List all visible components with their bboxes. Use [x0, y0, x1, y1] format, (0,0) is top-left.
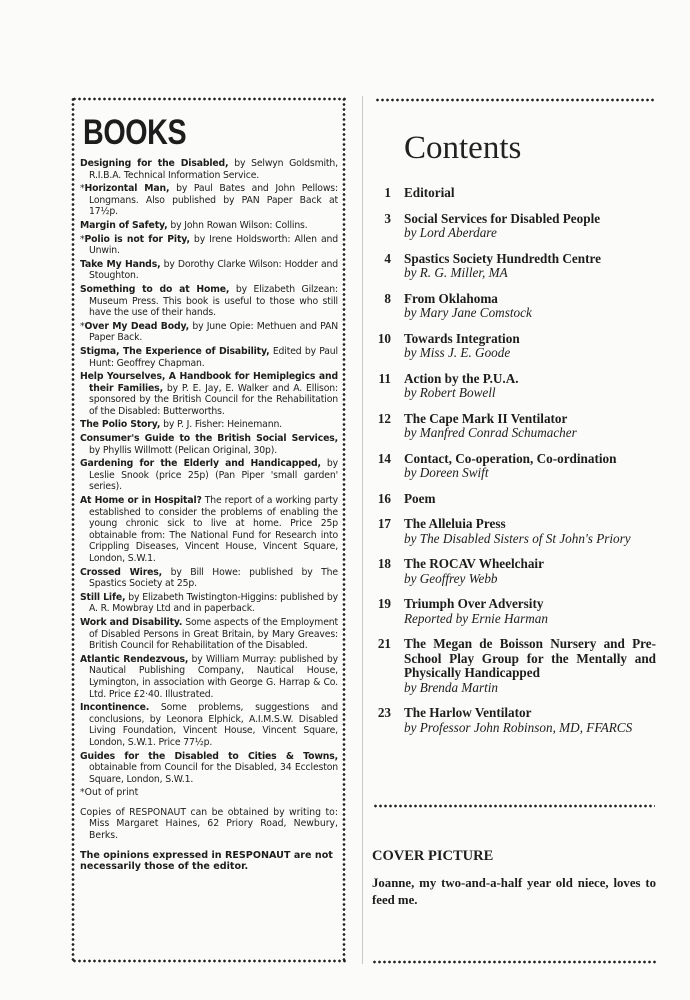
toc-entry	[374, 252, 656, 281]
toc-article-title: The Megan de Boisson Nursery and Pre-School Play Group for the Mentally and Physically Handicapped	[404, 636, 656, 680]
cover-picture-section	[372, 848, 656, 909]
book-title: Work and Disability.	[80, 616, 183, 628]
book-title: Something to do at Home,	[80, 283, 230, 295]
toc-article-title: From Oklahoma	[404, 290, 498, 306]
toc-entry	[374, 292, 656, 321]
book-title: Designing for the Disabled,	[80, 158, 229, 169]
book-title: Guides for the Disabled to Cities & Towns,	[80, 750, 338, 762]
book-title: Consumer's Guide to the British Social Services,	[80, 433, 338, 445]
toc-page-number: 4	[384, 250, 391, 266]
toc-article-author: by Doreen Swift	[404, 465, 489, 480]
toc-page-number: 1	[384, 185, 391, 200]
cover-rule-bottom	[372, 960, 656, 964]
book-details: by John Rowan Wilson: Collins.	[167, 219, 308, 231]
book-details: by William Murray: published by Nautical Publishing Company, Nautical House, Lymington, in association with George G. Harrap & Co. Ltd. Price £2·40. Illustrated.	[89, 653, 338, 700]
contents-section	[374, 100, 656, 746]
books-border-left	[71, 97, 75, 963]
book-details: by Dorothy Clarke Wilson: Hodder and Stoughton.	[89, 258, 339, 282]
toc-page-number: 11	[378, 370, 391, 386]
book-details: by June Opie: Methuen and PAN Paper Back.	[89, 320, 339, 344]
toc-entry	[374, 517, 656, 546]
toc-article-title: The Harlow Ventilator	[404, 705, 532, 720]
column-divider	[362, 96, 363, 964]
toc-article-title: The Cape Mark II Ventilator	[404, 410, 568, 426]
toc-article-author: by Professor John Robinson, MD, FFARCS	[404, 719, 633, 735]
toc-article-author: by Manfred Conrad Schumacher	[404, 425, 577, 440]
opinions-note: The opinions expressed in RESPONAUT are not necessarily those of the editor.	[80, 849, 333, 873]
toc-entry	[374, 597, 656, 626]
book-details: The report of a working party established to consider the problems of enabling the young chronic sick to live at home. Price 25p obtainable from: The National Fund for Research into Crippling Diseases, Vincent House, Vincent Square, London, S.W.1.	[89, 495, 338, 564]
toc-entry	[374, 557, 656, 586]
book-details: by Leslie Snook (price 25p) (Pan Piper 'small garden' series).	[89, 458, 338, 493]
book-entry	[80, 220, 338, 232]
book-entry	[80, 371, 338, 417]
book-entry	[80, 284, 338, 319]
out-of-print-star: *	[80, 183, 85, 195]
toc-article-author: by R. G. Miller, MA	[404, 265, 508, 280]
out-of-print-star: *	[80, 233, 85, 245]
toc-page-number: 18	[377, 556, 391, 571]
toc-entry	[374, 492, 656, 507]
toc-article-title: Editorial	[404, 185, 455, 200]
cover-picture-caption: Joanne, my two-and-a-half year old niece, loves to feed me.	[372, 876, 656, 907]
book-details: by Selwyn Goldsmith, R.I.B.A. Technical Information Service.	[89, 158, 338, 181]
book-entry	[80, 458, 338, 493]
toc-article-title: Poem	[404, 490, 436, 506]
book-entry	[80, 702, 338, 748]
book-details: by Irene Holdsworth: Allen and Unwin.	[89, 233, 338, 257]
book-title: Polio is not for Pity,	[84, 233, 190, 245]
toc-entry	[374, 332, 656, 361]
toc-entry	[374, 212, 656, 241]
book-details: Some aspects of the Employment of Disabled Persons in Great Britain, by Mary Greaves: British Council for Rehabilitation of the Disabled.	[89, 616, 338, 652]
book-entry	[80, 751, 338, 786]
book-entry	[80, 419, 338, 431]
toc-entry	[374, 637, 656, 695]
toc-page-number: 3	[384, 210, 391, 226]
book-title: Atlantic Rendezvous,	[80, 653, 189, 665]
table-of-contents	[374, 186, 656, 735]
cover-picture-heading: COVER PICTURE	[372, 848, 494, 864]
toc-article-title: Triumph Over Adversity	[404, 596, 544, 611]
book-title: Over My Dead Body,	[84, 320, 190, 332]
book-entry	[80, 321, 338, 344]
toc-article-author: by Brenda Martin	[404, 679, 499, 695]
toc-article-title: Contact, Co-operation, Co-ordination	[404, 450, 617, 466]
book-title: Gardening for the Elderly and Handicapped,	[80, 458, 321, 470]
book-entry	[80, 654, 338, 700]
toc-page-number: 10	[377, 330, 391, 346]
book-entry	[80, 234, 338, 257]
toc-page-number: 8	[384, 290, 391, 306]
book-title: Incontinence.	[80, 702, 150, 714]
book-entry	[80, 259, 338, 282]
books-heading: BOOKS	[83, 113, 187, 152]
toc-entry	[374, 706, 656, 735]
book-details: by Paul Bates and John Pellows: Longmans. Also published by PAN Paper Back at 17½p.	[89, 183, 338, 218]
book-title: Help Yourselves, A Handbook for Hemiplegics and their Families,	[80, 371, 338, 394]
toc-article-author: by Mary Jane Comstock	[404, 305, 532, 320]
book-title: The Polio Story,	[80, 419, 161, 431]
books-border-bottom	[72, 959, 346, 963]
books-border-right	[342, 97, 346, 963]
book-title: Horizontal Man,	[84, 183, 170, 195]
book-title: Still Life,	[80, 591, 126, 603]
book-entry	[80, 433, 338, 456]
toc-article-title: Spastics Society Hundredth Centre	[404, 250, 601, 266]
toc-page-number: 19	[377, 596, 391, 611]
books-list	[80, 158, 338, 785]
book-entry	[80, 495, 338, 565]
book-details: by Elizabeth Gilzean: Museum Press. This book is useful to those who still have the use of their hands.	[89, 283, 339, 319]
out-of-print-star: *	[80, 320, 85, 332]
book-entry	[80, 346, 338, 369]
book-details: by Bill Howe: published by The Spastics Society at 25p.	[89, 566, 338, 590]
copies-note: Copies of RESPONAUT can be obtained by writing to: Miss Margaret Haines, 62 Priory Road, Newbury, Berks.	[80, 806, 338, 842]
toc-page-number: 17	[377, 516, 391, 531]
book-details: by P. J. Fisher: Heinemann.	[160, 419, 282, 431]
book-details: by P. E. Jay, E. Walker and A. Ellison: sponsored by the British Council for the Rehabilitation of the Disabled: Butterworths.	[89, 382, 338, 417]
toc-article-author: by Miss J. E. Goode	[404, 345, 511, 360]
books-border-top	[72, 97, 346, 101]
toc-article-author: by The Disabled Sisters of St John's Priory	[404, 530, 631, 546]
book-entry	[80, 617, 338, 652]
out-of-print-footnote: *Out of print	[80, 787, 139, 799]
book-details: Some problems, suggestions and conclusions, by Leonora Elphick, A.I.M.S.W. Disabled Living Foundation, Vincent House, Vincent Square, London, S.W.1. Price 77½p.	[89, 702, 338, 748]
contents-heading: Contents	[404, 130, 522, 166]
book-title: At Home or in Hospital?	[80, 495, 202, 507]
toc-page-number: 14	[377, 450, 391, 466]
book-details: by Elizabeth Twistington-Higgins: published by A. R. Mowbray Ltd and in paperback.	[89, 591, 338, 615]
book-details: by Phyllis Willmott (Pelican Original, 30p).	[89, 444, 278, 456]
book-entry	[80, 567, 338, 590]
book-title: Crossed Wires,	[80, 566, 163, 578]
book-title: Margin of Safety,	[80, 219, 168, 231]
book-title: Take My Hands,	[80, 258, 161, 270]
toc-entry	[374, 412, 656, 441]
book-title: Stigma, The Experience of Disability,	[80, 345, 270, 357]
toc-article-title: The ROCAV Wheelchair	[404, 556, 544, 571]
toc-article-title: Social Services for Disabled People	[404, 210, 601, 226]
books-section	[80, 104, 338, 873]
toc-page-number: 21	[377, 636, 391, 651]
toc-article-title: Action by the P.U.A.	[404, 370, 519, 386]
toc-article-title: Towards Integration	[404, 330, 520, 346]
toc-article-author: by Lord Aberdare	[404, 225, 497, 240]
toc-page-number: 12	[377, 410, 391, 426]
book-entry	[80, 158, 338, 181]
toc-article-author: Reported by Ernie Harman	[404, 610, 548, 626]
toc-article-author: by Geoffrey Webb	[404, 570, 498, 586]
toc-entry	[374, 186, 656, 201]
toc-entry	[374, 372, 656, 401]
toc-entry	[374, 452, 656, 481]
book-entry	[80, 592, 338, 615]
book-details: obtainable from Council for the Disabled, 34 Eccleston Square, London, S.W.1.	[89, 762, 338, 785]
book-details: Edited by Paul Hunt: Geoffrey Chapman.	[89, 345, 338, 369]
toc-article-title: The Alleluia Press	[404, 516, 506, 531]
toc-page-number: 23	[377, 705, 391, 720]
toc-page-number: 16	[377, 490, 391, 506]
toc-article-author: by Robert Bowell	[404, 385, 496, 400]
contents-rule-bottom	[373, 804, 655, 808]
book-entry	[80, 183, 338, 218]
